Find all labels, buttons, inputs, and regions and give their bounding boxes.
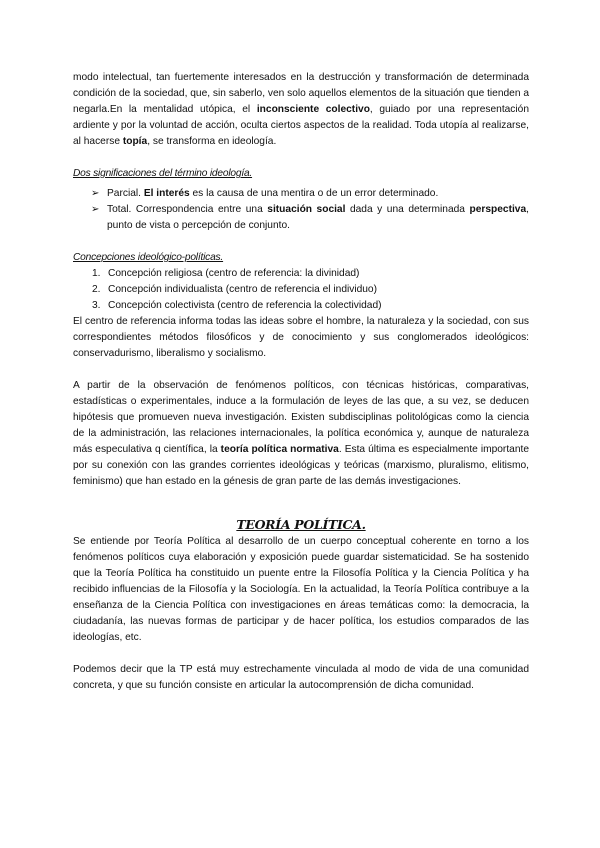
list-item xyxy=(91,202,529,234)
list-item xyxy=(91,186,529,202)
teoria-paragraph-1: Se entiende por Teoría Política al desarrollo de un cuerpo conceptual coherente en torno a los fenómenos políticos cuya elaboración y exposición puede guardar sistematicidad. Se ha sostenido que la Teoría Política ha constituido un puente entre la Filosofía Política y la Ciencia Política y ha recibido influencias de la Filosofía y la Sociología. En la actualidad, la Teoría Política contribuye a la enseñanza de la Ciencia Política con investigaciones en áreas temáticas como: la democracia, la ciudadanía, las nuevas formas de participar y de hacer política, los estudios comparados de las ideologías, etc. xyxy=(73,536,529,643)
paragraph-bold-term: teoría política normativa xyxy=(220,444,339,455)
list-item-text: Concepción colectivista (centro de referencia la colectividad) xyxy=(108,300,382,311)
intro-text: , guiado por una representación ardiente y por la voluntad de acción, oculta ciertos aspectos de la realidad. Toda utopía al realizarse, al hacerse xyxy=(73,104,529,147)
item-bold: situación social xyxy=(267,204,346,215)
intro-text: , se transforma en ideología. xyxy=(147,136,277,147)
document-body xyxy=(73,70,529,694)
significaciones-heading: Dos significaciones del término ideología. xyxy=(73,168,253,179)
concepciones-paragraph: El centro de referencia informa todas las ideas sobre el hombre, la naturaleza y la sociedad, con sus correspondientes métodos filosóficos y de conocimiento y sus conglomerados ideológicos: conservadurismo, liberalismo y socialismo. xyxy=(73,316,529,359)
observacion-paragraph xyxy=(73,378,529,490)
item-bold: El interés xyxy=(143,188,190,199)
item-text: es la causa de una mentira o de un error determinado. xyxy=(189,188,439,199)
list-number: 3. xyxy=(92,300,101,311)
intro-paragraph xyxy=(73,70,529,150)
item-text: , punto de vista o percepción de conjunto. xyxy=(107,204,529,231)
item-text: dada y una determinada xyxy=(345,204,470,215)
arrow-bullet-icon: ➢ xyxy=(91,188,100,199)
concepciones-list xyxy=(73,266,529,314)
section-title: TEORÍA POLÍTICA. xyxy=(236,517,366,532)
list-number: 1. xyxy=(92,268,101,279)
teoria-paragraph-2: Podemos decir que la TP está muy estrechamente vinculada al modo de vida de una comunidad concreta, y que su función consiste en articular la autocomprensión de dicha comunidad. xyxy=(73,664,529,691)
list-item-text: Concepción religiosa (centro de referencia: la divinidad) xyxy=(108,268,360,279)
paragraph-text: . Esta última es especialmente importante por su conexión con las grandes corrientes ideológicas y teóricas (marxismo, pluralismo, elitismo, feminismo) que han estado en la génesis de gran parte de las demás investigaciones. xyxy=(73,444,529,487)
list-item xyxy=(92,266,529,282)
intro-text: modo intelectual, tan fuertemente interesados en la destrucción y transformación de determinada condición de la sociedad, que, sin saberlo, ven solo aquellos elementos de la situación que tienden a negarla.En la mentalidad utópica, el xyxy=(73,72,529,115)
list-item-text: Concepción individualista (centro de referencia el individuo) xyxy=(108,284,377,295)
item-text: Parcial. xyxy=(107,188,144,199)
arrow-bullet-icon: ➢ xyxy=(91,204,100,215)
intro-bold-term: topía xyxy=(122,136,148,147)
list-item xyxy=(92,282,529,298)
item-text: Total. Correspondencia entre una xyxy=(107,204,268,215)
list-item xyxy=(92,298,529,314)
significaciones-list xyxy=(73,186,529,234)
concepciones-heading: Concepciones ideológico-políticas. xyxy=(73,252,224,263)
paragraph-text: A partir de la observación de fenómenos políticos, con técnicas históricas, comparativas, estadísticas o experimentales, induce a la formulación de leyes de las que, a su vez, se deducen hipótesis que promueven nueva investigación. Existen subdisciplinas politológicas como la ciencia de la administración, las relaciones internacionales, la política económica y, aunque de naturaleza más especulativa q científica, la xyxy=(73,380,529,455)
item-bold: perspectiva xyxy=(469,204,527,215)
intro-bold-term: inconsciente colectivo xyxy=(256,104,370,115)
list-number: 2. xyxy=(92,284,101,295)
